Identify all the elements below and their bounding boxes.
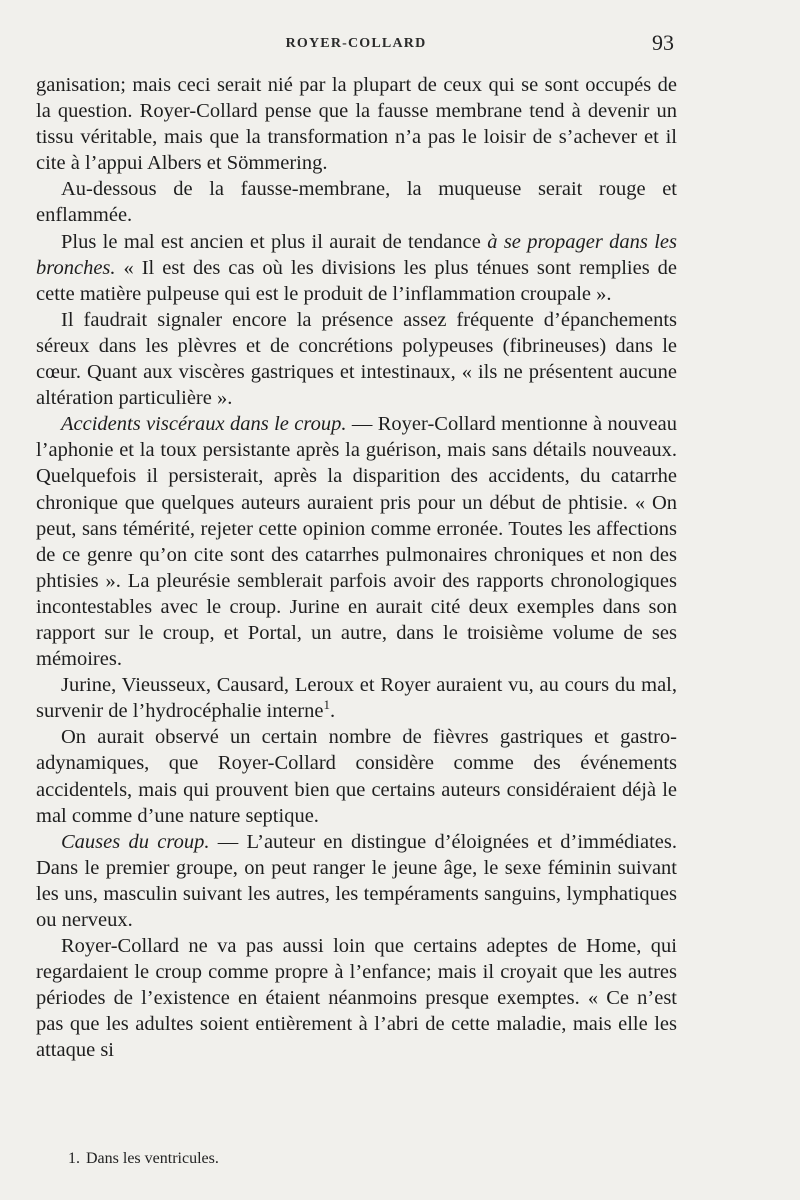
- text-run: Il faudrait signaler encore la présence assez fréquente d’épanchements séreux dans les plèvres et de concrétions polypeuses (fibrineuses) dans le cœur. Quant aux viscères gastriques et intestinaux, « ils ne présentent aucune altération particulière ».: [36, 308, 677, 410]
- text-run: — Royer-Collard mentionne à nouveau l’aphonie et la toux persistante après la guérison, mais sans détails nouveaux. Quelquefois il persisterait, après la disparition des accidents, du catarrhe chronique que quelques auteurs auraient pris pour un début de phtisie. « On peut, sans témérité, rejeter cette opinion comme erronée. Toutes les affections de ce genre qu’on cite sont des catarrhes pulmonaires chroniques et non des phtisies ». La pleurésie semblerait parfois avoir des rapports chronologiques incontestables avec le croup. Jurine en aurait cité deux exemples dans son rapport sur le croup, et Portal, un autre, dans le troisième volume de ses mémoires.: [36, 413, 677, 671]
- running-title: ROYER-COLLARD: [285, 36, 427, 51]
- footnote-number: 1.: [68, 1150, 80, 1167]
- footnote: [68, 1150, 668, 1168]
- text-run: On aurait observé un certain nombre de fièvres gastriques et gastro-adynamiques, que Royer-Collard considère comme des événements accidentels, mais qui prouvent bien que certains auteurs considéraient déjà le mal comme d’une nature septique.: [36, 726, 677, 827]
- text-run: Au-dessous de la fausse-membrane, la muqueuse serait rouge et enflammée.: [36, 178, 677, 227]
- running-head: [36, 30, 676, 60]
- text-run: — L’auteur en distingue d’éloignées et d’immédiates. Dans le premier groupe, on peut ranger le jeune âge, le sexe féminin suivant les uns, masculin suivant les autres, les tempéraments sanguins, lymphatiques ou nerveux.: [36, 830, 677, 931]
- italic-run: Causes du croup.: [61, 830, 210, 853]
- paragraph: [36, 829, 677, 933]
- paragraph: [36, 933, 677, 1063]
- paragraph: [36, 672, 677, 724]
- text-run: « Il est des cas où les divisions les plus ténues sont remplies de cette matière pulpeuse qui est le produit de l’inflammation croupale ».: [36, 256, 677, 305]
- paragraph: [36, 411, 677, 672]
- paragraph: [36, 72, 677, 176]
- text-run: Jurine, Vieusseux, Causard, Leroux et Royer auraient vu, au cours du mal, survenir de l’hydrocéphalie interne: [36, 674, 677, 723]
- footnote-ref: 1: [323, 697, 330, 713]
- paragraph: [36, 176, 677, 228]
- text-run: Royer-Collard ne va pas aussi loin que certains adeptes de Home, qui regardaient le croup comme propre à l’enfance; mais il croyait que les autres périodes de l’existence en étaient néanmoins presque exemptes. « Ce n’est pas que les adultes soient entièrement à l’abri de cette maladie, mais elle les attaque si: [36, 935, 677, 1062]
- italic-run: à se propager dans les bronches.: [36, 230, 677, 279]
- text-run: Plus le mal est ancien et plus il aurait de tendance: [61, 230, 488, 253]
- footnote-text: Dans les ventricules.: [86, 1150, 219, 1167]
- body-text: [36, 72, 677, 1064]
- text-run: ganisation; mais ceci serait nié par la plupart de ceux qui se sont occupés de la question. Royer-Collard pense que la fausse membrane tend à devenir un tissu véritable, mais que la transformation n’a pas le loisir de s’achever et il cite à l’appui Albers et Sömmering.: [36, 74, 677, 175]
- paragraph: [36, 229, 677, 307]
- text-run: .: [329, 700, 336, 723]
- paragraph: [36, 307, 677, 411]
- paragraph: [36, 724, 677, 828]
- italic-run: Accidents viscéraux dans le croup.: [61, 413, 347, 436]
- page-number: 93: [652, 30, 674, 55]
